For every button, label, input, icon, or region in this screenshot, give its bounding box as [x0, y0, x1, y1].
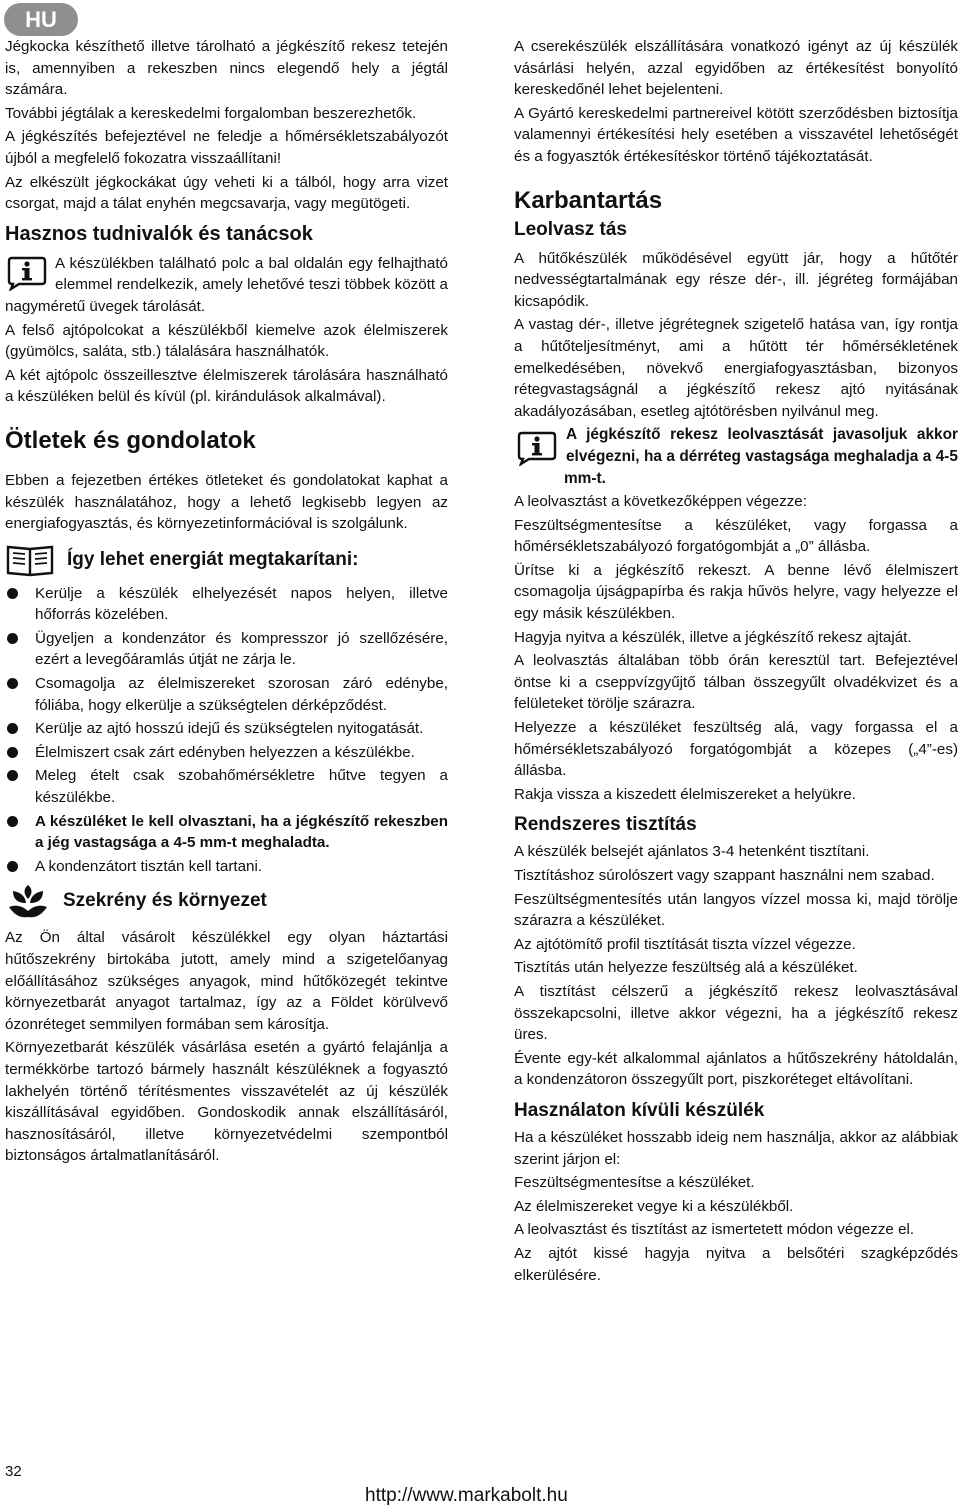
unused-step: Feszültségmentesítse a készüléket. — [514, 1174, 755, 1192]
list-item: Csomagolja az élelmiszereket szorosan záró edénybe, fóliába, hogy elkerülje a szükségtelen dérképződést. — [5, 673, 448, 716]
defrost-step: Hagyja nyitva a készülék, illetve a jégkészítő rekesz ajtaját. — [514, 628, 912, 646]
defrost-step: A leolvasztást a következőképpen végezze: — [514, 493, 807, 511]
defrost-paragraph: A vastag dér-, illetve jégrétegnek szigetelő hatása van, így rontja a hűtőteljesítményt, ami a hűtött tér hőmérsékletének emelkedésében, növekvő energiafogyasztásban, bizonyos rétegvastagságnál a jégkészítő rekesz ajtó nyitásának akadályozásában, esetleg ajtótörésben nyilvánul meg. — [514, 316, 958, 420]
environment-heading — [5, 881, 448, 921]
list-item: Meleg ételt csak szobahőmérsékletre hűtve tegyen a készülékbe. — [5, 765, 448, 808]
cleaning-step: A készülék belsejét ajánlatos 3-4 hetenként tisztítani. — [514, 843, 870, 861]
cleaning-step: Az ajtótömítő profil tisztítását tiszta vízzel végezze. — [514, 935, 856, 953]
defrost-note-text: A jégkészítő rekesz leolvasztását javasoljuk akkor elvégezni, ha a dérréteg vastagsága meghaladja a 4-5 mm-t. — [564, 426, 958, 487]
defrost-step: Helyezze a készüléket feszültség alá, vagy forgassa el a hőmérsékletszabályozó forgatógombját a közepes („4”-es) állásba. — [514, 719, 958, 780]
cleaning-step: A tisztítást célszerű a jégkészítő rekesz leolvasztásával összekapcsolni, illetve akkor végezni, ha a jégkészítő rekesz üres. — [514, 982, 958, 1044]
environment-title: Szekrény és környezet — [63, 890, 267, 912]
list-item: Ügyeljen a kondenzátor és kompresszor jó szellőzésére, ezért a levegőáramlás útját ne zárja le. — [5, 628, 448, 671]
section-title-maintenance: Karbantartás — [514, 186, 663, 214]
defrost-step: Ürítse ki a jégkészítő rekeszt. A benne lévő élelmiszert csomagolja újságpapírba és rakja hűvös helyre, vagy helyezze el egy másik készülékben. — [514, 561, 958, 623]
energy-heading — [5, 543, 448, 577]
language-badge: HU — [4, 3, 78, 36]
environment-paragraph: Környezetbarát készülék vásárlása esetén a gyártó felajánlja a termékkörbe tartozó bármely használt készüléknek a fogyasztó lakhelyén történő térítésmentes visszavételét az új készülék kiszállításával egyidőben. Gondoskodik annak elszállításáról, hasznosításáról, illetve környezetvédelmi szempontból biztonságos ártalmatlanításáról. — [5, 1039, 448, 1165]
energy-title: Így lehet energiát megtakarítani: — [67, 548, 359, 570]
intro-paragraph: A jégkészítés befejeztével ne feledje a hőmérsékletszabályozót újból a megfelelő fokozatra visszaállítani! — [5, 128, 448, 167]
unused-step: Ha a készüléket hosszabb ideig nem használja, akkor az alábbiak szerint járjon el: — [514, 1128, 958, 1168]
info-note — [5, 253, 448, 318]
defrost-step: Feszültségmentesítse a készüléket, vagy forgassa a hőmérsékletszabályozó forgatógombját a „0” állásba. — [514, 516, 958, 556]
intro-paragraph: A cserekészülék elszállítására vonatkozó igényt az új készülék vásárlási helyén, azzal egyidőben az értékesítést bonyolító kereskedőnél lehet bejelenteni. — [514, 38, 958, 99]
section-title-useful: Hasznos tudnivalók és tanácsok — [5, 222, 313, 245]
ideas-paragraph: Ebben a fejezetben értékes ötleteket és gondolatokat kaphat a készülék használatához, hogy a lehető legkisebb legyen az energiafogyasztás, és környezetinformációval is szolgálunk. — [5, 471, 448, 533]
cleaning-step: Tisztítás után helyezze feszültség alá a készüléket. — [514, 959, 858, 977]
page-number: 32 — [5, 1463, 22, 1480]
cleaning-step: Feszültségmentesítés után langyos vízzel mossa ki, majd törölje szárazra a készüléket. — [514, 890, 958, 930]
list-item: Kerülje a készülék elhelyezését napos helyen, illetve hőforrás közelében. — [5, 583, 448, 626]
right-column — [514, 36, 958, 1288]
useful-note-text: A készülékben található polc a bal oldalán egy felhajtható elemmel rendelkezik, amely lehetővé teszi többek között a nagyméretű üvegek tárolását. — [5, 254, 448, 315]
energy-list — [5, 583, 448, 878]
info-icon — [514, 430, 560, 466]
section-title-cleaning: Rendszeres tisztítás — [514, 814, 697, 836]
defrost-note — [514, 424, 958, 489]
intro-paragraph: Jégkocka készíthető illetve tárolható a jégkészítő rekesz tetején is, amennyiben a rekeszben nincs elegendő hely a jégtál számára. — [5, 38, 448, 99]
footer-url: http://www.markabolt.hu — [365, 1485, 568, 1506]
intro-paragraph: A Gyártó kereskedelmi partnereivel kötött szerződésben biztosítja valamennyi értékesítési hely esetében a visszavétel lehetőségét és a fogyasztók értékesítéskor történő tájékoztatását. — [514, 104, 958, 165]
left-column — [5, 36, 448, 1169]
defrost-step: Rakja vissza a kiszedett élelmiszereket a helyükre. — [514, 785, 856, 803]
defrost-step: A leolvasztás általában több órán keresztül tart. Befejeztével öntse ki a cseppvízgyűjtő tálban összegyűlt olvadékvizet és a felületeket törölje szárazra. — [514, 652, 958, 713]
list-item: Kerülje az ajtó hosszú idejű és szükségtelen nyitogatását. — [5, 718, 448, 740]
section-title-defrost: Leolvasz tás — [514, 218, 627, 240]
unused-step: Az élelmiszereket vegye ki a készülékből. — [514, 1197, 794, 1215]
list-item: Élelmiszert csak zárt edényben helyezzen a készülékbe. — [5, 742, 448, 764]
useful-paragraph: A felső ajtópolcokat a készülékből kiemelve azok élelmiszerek (gyümölcs, saláta, stb.) tálalására használhatók. — [5, 321, 448, 361]
section-title-unused: Használaton kívüli készülék — [514, 1099, 765, 1121]
list-item: A készüléket le kell olvasztani, ha a jégkészítő rekeszben a jég vastagsága a 4-5 mm-t meghaladta. — [5, 811, 448, 854]
book-icon — [5, 543, 55, 577]
defrost-paragraph: A hűtőkészülék működésével együtt jár, hogy a hűtőtér nedvességtartalmának egy része dér-, ill. jégréteg formájában kicsapódik. — [514, 249, 958, 310]
flower-icon — [5, 881, 51, 921]
environment-paragraph: Az Ön által vásárolt készülékkel egy olyan háztartási hűtőszekrény birtokába jutott, amely mind a szigetelőanyag előállításához szükséges anyagok, mind hűtőközegét tekintve környezetbarát anyagot tartalmaz, így az a Földet körülvevő ózonréteget semmilyen formában sem károsítja. — [5, 929, 448, 1033]
list-item: A kondenzátort tisztán kell tartani. — [5, 856, 448, 878]
intro-paragraph: További jégtálak a kereskedelmi forgalomban beszerezhetők. — [5, 104, 417, 122]
cleaning-step: Tisztításhoz súrolószert vagy szappant használni nem szabad. — [514, 867, 935, 884]
intro-paragraph: Az elkészült jégkockákat úgy veheti ki a tálból, hogy arra vizet csorgat, majd a tálat enyhén megcsavarja, vagy megütögeti. — [5, 173, 448, 213]
unused-step: A leolvasztást és tisztítást az ismertetett módon végezze el. — [514, 1221, 915, 1239]
cleaning-step: Évente egy-két alkalommal ajánlatos a hűtőszekrény hátoldalán, a kondenzátoron összegyűlt port, piszkoréteget eltávolítani. — [514, 1049, 958, 1089]
unused-step: Az ajtót kissé hagyja nyitva a belsőtéri szagképződés elkerülésére. — [514, 1244, 958, 1284]
section-title-ideas: Ötletek és gondolatok — [5, 426, 256, 454]
useful-paragraph: A két ajtópolc összeillesztve élelmiszerek tárolására használható a készüléken belül és kívül (pl. kirándulások alkalmával). — [5, 366, 448, 406]
info-icon — [5, 255, 49, 291]
